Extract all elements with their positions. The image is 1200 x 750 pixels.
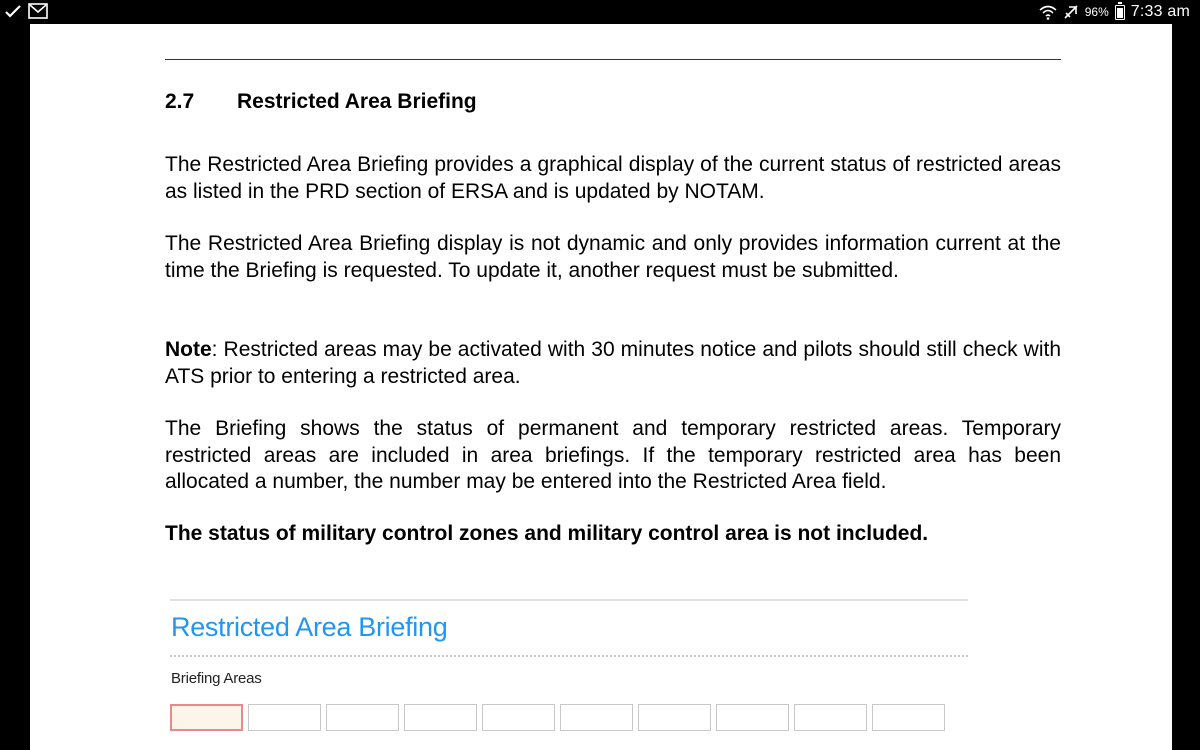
briefing-area-input-1[interactable]	[170, 704, 243, 731]
check-icon	[4, 3, 22, 19]
status-bar-left	[4, 3, 48, 19]
briefing-area-input-6[interactable]	[560, 704, 633, 731]
header-rule	[165, 59, 1061, 60]
briefing-area-input-8[interactable]	[716, 704, 789, 731]
battery-percent: 96%	[1084, 5, 1109, 19]
paragraph-temporary: The Briefing shows the status of permanent and temporary restricted areas. Temporary restricted areas are included in area briefings. If the temporary restricted area has been allocated a number, the number may be entered into the Restricted Area field.	[165, 417, 1061, 493]
briefing-area-input-7[interactable]	[638, 704, 711, 731]
wifi-icon	[1039, 4, 1057, 20]
section-heading	[165, 90, 477, 114]
airplane-mode-icon	[1063, 4, 1079, 20]
briefing-area-input-10[interactable]	[872, 704, 945, 731]
figure-title: Restricted Area Briefing	[171, 612, 448, 642]
paragraph-note	[165, 337, 1061, 390]
section-number: 2.7	[165, 90, 195, 113]
clock: 7:33 am	[1130, 3, 1190, 20]
left-margin	[0, 24, 30, 750]
briefing-area-input-4[interactable]	[404, 704, 477, 731]
figure-top-rule	[170, 599, 968, 601]
briefing-area-input-5[interactable]	[482, 704, 555, 731]
right-margin	[1172, 24, 1200, 750]
gmail-icon	[28, 3, 48, 19]
status-bar-right	[1039, 0, 1190, 24]
document-page[interactable]	[30, 24, 1172, 750]
paragraph-military: The status of military control zones and military control area is not included.	[165, 522, 929, 545]
battery-charging-icon	[1115, 5, 1125, 20]
briefing-area-inputs	[170, 704, 945, 731]
figure-dotted-divider	[170, 655, 968, 657]
status-bar	[0, 0, 1200, 24]
section-title: Restricted Area Briefing	[237, 90, 477, 113]
note-label: Note	[165, 338, 212, 361]
briefing-area-input-3[interactable]	[326, 704, 399, 731]
briefing-area-input-9[interactable]	[794, 704, 867, 731]
note-text: : Restricted areas may be activated with 30 minutes notice and pilots should still check with ATS prior to entering a restricted area.	[165, 338, 1061, 388]
paragraph-dynamic: The Restricted Area Briefing display is not dynamic and only provides information current at the time the Briefing is requested. To update it, another request must be submitted.	[165, 232, 1061, 282]
briefing-areas-label: Briefing Areas	[171, 670, 262, 687]
briefing-area-input-2[interactable]	[248, 704, 321, 731]
paragraph-intro: The Restricted Area Briefing provides a graphical display of the current status of restricted areas as listed in the PRD section of ERSA and is updated by NOTAM.	[165, 153, 1061, 203]
